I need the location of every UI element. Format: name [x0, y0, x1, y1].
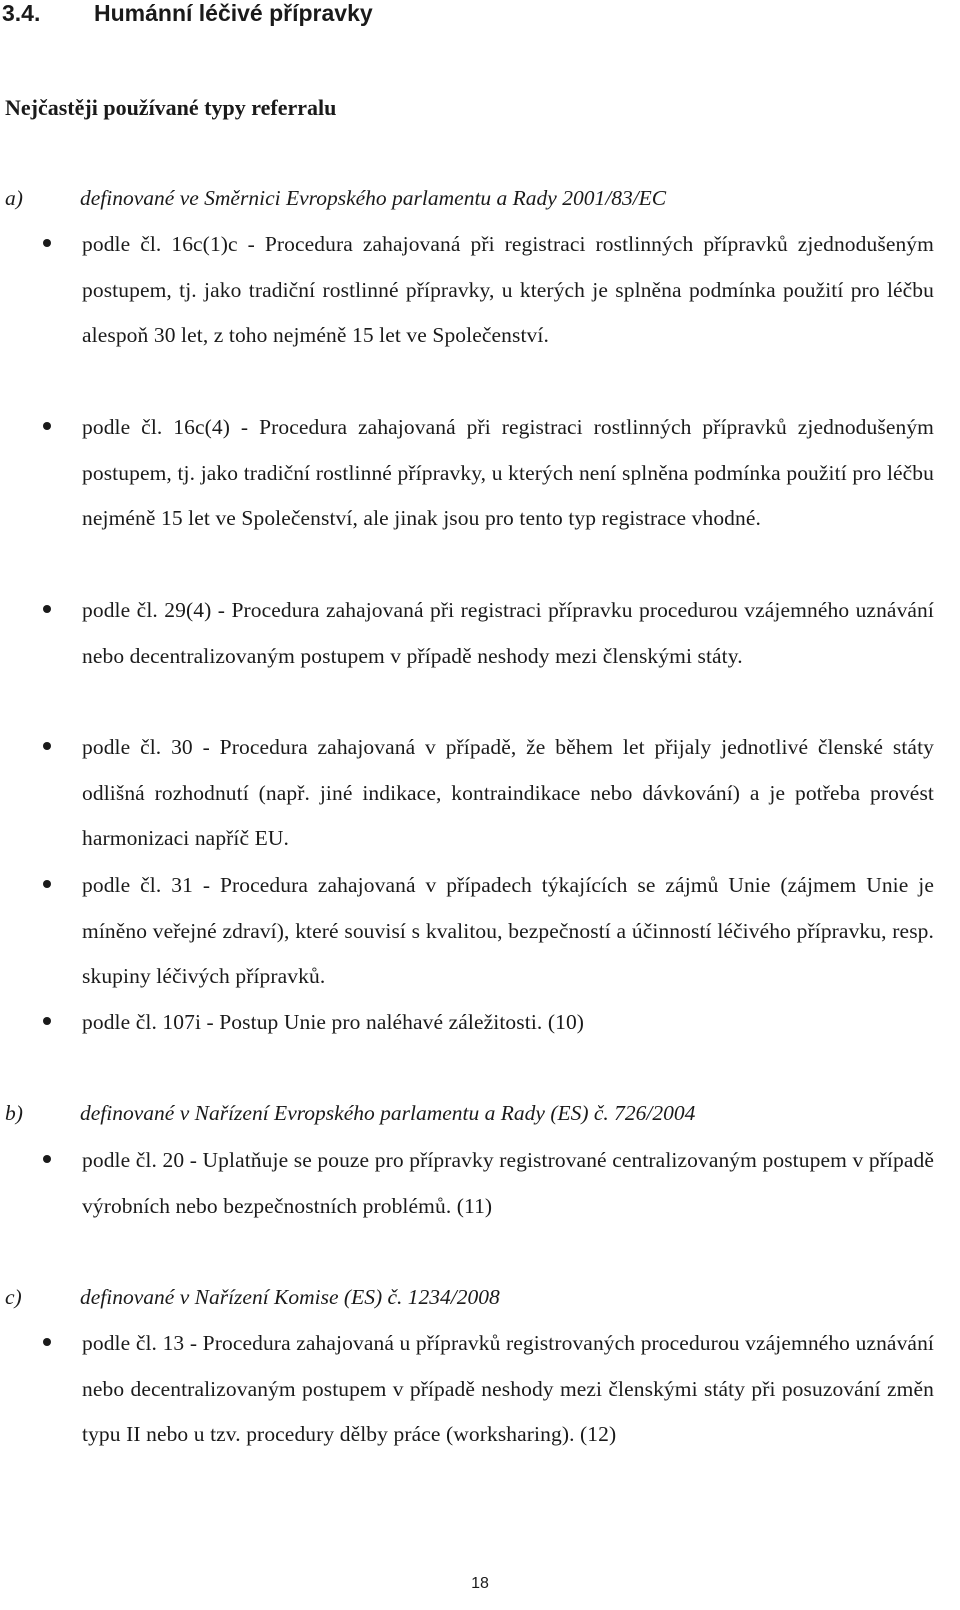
group-a-heading	[5, 186, 925, 211]
bullet-icon	[43, 1017, 51, 1025]
group-letter: a)	[5, 186, 23, 210]
list-item	[0, 1138, 934, 1229]
list-item-text: podle čl. 30 - Procedura zahajovaná v případě, že během let přijaly jednotlivé členské státy odlišná rozhodnutí (např. jiné indikace, kontraindikace nebo dávkování) a je potřeba provést harmonizaci napříč EU.	[82, 735, 934, 850]
list-item-text: podle čl. 107i - Postup Unie pro naléhavé záležitosti. (10)	[82, 1010, 585, 1034]
list-item	[0, 222, 934, 359]
page-number: 18	[471, 1575, 489, 1592]
section-number: 3.4.	[2, 0, 41, 26]
list-item	[0, 863, 934, 1000]
bullet-icon	[43, 422, 51, 430]
section-title: Humánní léčivé přípravky	[94, 0, 373, 26]
list-item-text: podle čl. 31 - Procedura zahajovaná v případech týkajících se zájmů Unie (zájmem Unie je míněno veřejné zdraví), které souvisí s kvalitou, bezpečností a účinností léčivého přípravku, resp. skupiny léčivých přípravků.	[82, 873, 934, 988]
list-item-text: podle čl. 29(4) - Procedura zahajovaná při registraci přípravku procedurou vzájemného uznávání nebo decentralizovaným postupem v případě neshody mezi členskými státy.	[82, 598, 934, 668]
group-title: definované v Nařízení Evropského parlamentu a Rady (ES) č. 726/2004	[80, 1101, 696, 1125]
list-item	[0, 1000, 934, 1046]
list-item-text: podle čl. 16c(1)c - Procedura zahajovaná při registraci rostlinných přípravků zjednodušeným postupem, tj. jako tradiční rostlinné přípravky, u kterých je splněna podmínka použití pro léčbu alespoň 30 let, z toho nejméně 15 let ve Společenství.	[82, 232, 934, 347]
bullet-icon	[43, 1155, 51, 1163]
list-item-text: podle čl. 20 - Uplatňuje se pouze pro přípravky registrované centralizovaným postupem v případě výrobních nebo bezpečnostních problémů. (11)	[82, 1148, 934, 1218]
list-item-text: podle čl. 16c(4) - Procedura zahajovaná při registraci rostlinných přípravků zjednodušeným postupem, tj. jako tradiční rostlinné přípravky, u kterých není splněna podmínka použití pro léčbu nejméně 15 let ve Společenství, ale jinak jsou pro tento typ registrace vhodné.	[82, 415, 934, 530]
group-letter: b)	[5, 1101, 23, 1125]
list-item-text: podle čl. 13 - Procedura zahajovaná u přípravků registrovaných procedurou vzájemného uznávání nebo decentralizovaným postupem v případě neshody mezi členskými státy při posuzování změn typu II nebo u tzv. procedury dělby práce (worksharing). (12)	[82, 1331, 934, 1446]
group-b-heading	[5, 1101, 925, 1126]
list-item	[0, 1321, 934, 1458]
list-item	[0, 405, 934, 542]
group-letter: c)	[5, 1285, 22, 1309]
section-heading	[0, 0, 373, 27]
bullet-icon	[43, 742, 51, 750]
bullet-icon	[43, 880, 51, 888]
bullet-icon	[43, 605, 51, 613]
bullet-icon	[43, 239, 51, 247]
list-item	[0, 725, 934, 862]
group-title: definované v Nařízení Komise (ES) č. 1234/2008	[80, 1285, 500, 1309]
group-title: definované ve Směrnici Evropského parlamentu a Rady 2001/83/EC	[80, 186, 667, 210]
subheading: Nejčastěji používané typy referralu	[5, 95, 337, 120]
list-item	[0, 588, 934, 679]
group-c-heading	[5, 1285, 925, 1310]
bullet-icon	[43, 1338, 51, 1346]
